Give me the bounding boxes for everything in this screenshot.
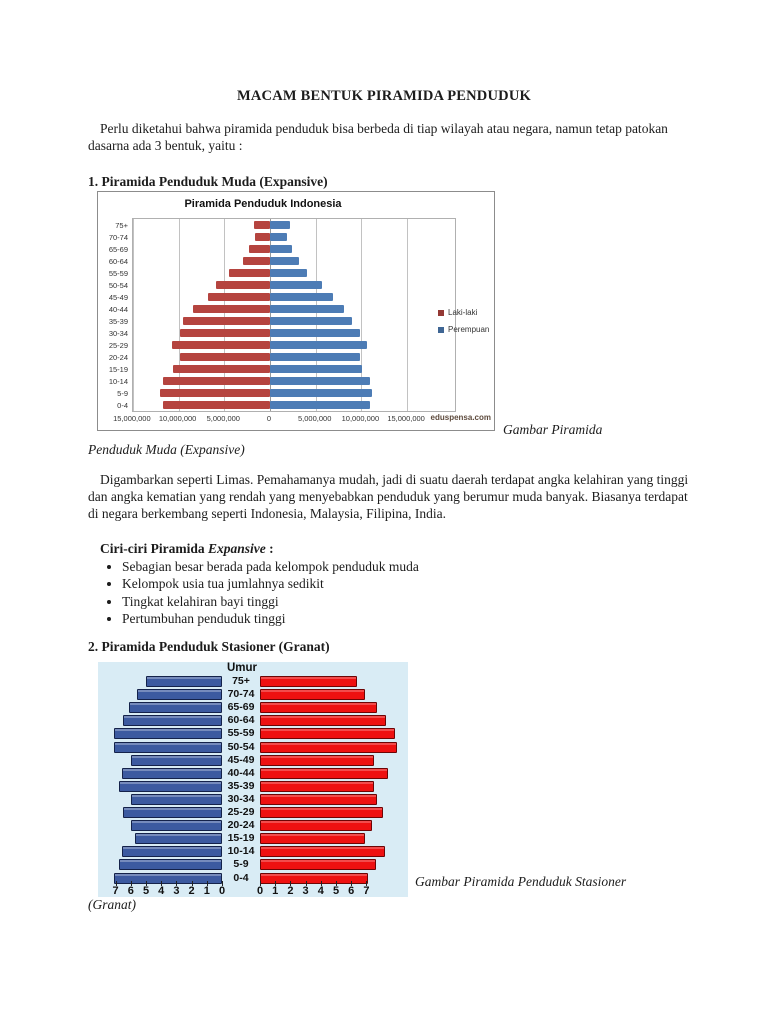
chart2-bar-right (260, 846, 385, 857)
chart2-bar-left (137, 689, 222, 700)
chart1-x-tick: 15,000,000 (113, 414, 151, 423)
bullet-item: • Tingkat kelahiran bayi tinggi (122, 593, 702, 610)
chart2-age-label: 0-4 (233, 871, 249, 884)
ciri-heading-prefix: Ciri-ciri Piramida (100, 541, 208, 556)
chart2-bar-left (122, 846, 222, 857)
chart2-bar-left (131, 820, 222, 831)
bullet-item: • Kelompok usia tua jumlahnya sedikit (122, 575, 702, 592)
chart2-bar-right (260, 676, 357, 687)
chart1-age-label: 5-9 (117, 389, 128, 398)
chart1-x-tick: 10,000,000 (341, 414, 380, 423)
legend-label: Laki-laki (448, 308, 478, 317)
chart1-plot-area (132, 218, 456, 412)
chart1-age-label: 10-14 (108, 377, 128, 386)
chart1-x-tick: 5,000,000 (298, 414, 332, 423)
chart2-bar-right (260, 833, 365, 844)
chart1-x-tick: 10,000,000 (158, 414, 197, 423)
chart2-bar-right (260, 820, 372, 831)
chart2-axis-digit: 1 (272, 885, 279, 897)
chart2-axis-digit: 3 (302, 885, 309, 897)
chart1-bar-perempuan (270, 245, 292, 253)
gridline (407, 219, 408, 411)
legend-swatch (438, 327, 444, 333)
chart1-caption-line2: Penduduk Muda (Expansive) (88, 442, 245, 457)
chart1-age-label: 35-39 (108, 317, 128, 326)
chart1-bar-laki-laki (243, 257, 270, 265)
watermark-text: eduspensa.com (430, 413, 491, 422)
chart2-bar-left (123, 807, 222, 818)
chart1-age-label: 65-69 (108, 245, 128, 254)
chart2-caption-line1: Gambar Piramida Penduduk Stasioner (415, 874, 627, 889)
chart1-age-label: 60-64 (108, 257, 128, 266)
chart1-bar-laki-laki (160, 389, 270, 397)
chart1-bar-perempuan (270, 377, 370, 385)
chart2-axis-digit: 5 (332, 885, 340, 897)
chart2-axis-digit: 0 (218, 885, 226, 897)
chart1-age-label: 50-54 (108, 281, 128, 290)
chart1-x-tick: 0 (266, 414, 272, 423)
intro-paragraph: Perlu diketahui bahwa piramida penduduk bisa berbeda di tiap wilayah atau negara, namun tetap patokan dasarna ada 3 bentuk, yaitu : (88, 121, 668, 154)
chart1-age-label: 45-49 (108, 293, 128, 302)
chart1-bar-laki-laki (216, 281, 270, 289)
chart2-axis-digit: 3 (173, 885, 180, 897)
chart1-bar-perempuan (270, 257, 299, 265)
chart2-age-label: 65-69 (227, 701, 255, 714)
chart1-age-label: 15-19 (108, 365, 128, 374)
legend-label: Perempuan (448, 325, 490, 334)
chart1-bar-perempuan (270, 269, 307, 277)
chart1-title: Piramida Penduduk Indonesia (184, 198, 342, 210)
chart2-caption-line2: (Granat) (88, 897, 136, 912)
ciri-heading-suffix: : (265, 541, 274, 556)
chart2-bar-right (260, 859, 376, 870)
chart1-bar-laki-laki (249, 245, 270, 253)
chart2-axis-digit: 1 (203, 885, 210, 897)
chart1-bar-laki-laki (172, 341, 270, 349)
chart2-age-label: 35-39 (227, 779, 255, 792)
chart1-legend (438, 304, 489, 338)
chart2-bar-right (260, 768, 388, 779)
chart1-bar-perempuan (270, 353, 360, 361)
chart1-bar-perempuan (270, 401, 370, 409)
chart1-bar-laki-laki (229, 269, 270, 277)
chart2-bar-right (260, 702, 377, 713)
bullet-item: • Pertumbuhan penduduk tinggi (122, 610, 702, 627)
chart1-bar-perempuan (270, 365, 362, 373)
chart1-bar-laki-laki (183, 317, 270, 325)
chart2-bar-left (123, 715, 222, 726)
chart2-age-label: 60-64 (227, 714, 255, 727)
population-pyramid-indonesia-chart (97, 191, 495, 431)
chart1-bar-perempuan (270, 329, 360, 337)
chart2-age-label: 75+ (232, 675, 250, 687)
chart2-axis-digit: 5 (142, 885, 150, 897)
chart1-bar-laki-laki (163, 377, 270, 385)
chart1-x-tick: 5,000,000 (206, 414, 240, 423)
chart1-bar-laki-laki (208, 293, 270, 301)
page-title: MACAM BENTUK PIRAMIDA PENDUDUK (237, 88, 531, 104)
chart2-bar-left (131, 794, 222, 805)
chart1-bar-perempuan (270, 281, 322, 289)
chart2-bar-right (260, 742, 397, 753)
chart2-bar-right (260, 728, 395, 739)
chart2-age-label: 55-59 (227, 727, 255, 740)
chart1-bar-laki-laki (180, 353, 270, 361)
chart1-bar-laki-laki (193, 305, 270, 313)
chart2-age-label: 30-34 (227, 792, 255, 805)
chart2-age-label: 10-14 (227, 845, 255, 858)
chart2-age-label: 45-49 (227, 753, 255, 766)
chart2-bar-left (146, 676, 222, 687)
section1-heading: 1. Piramida Penduduk Muda (Expansive) (88, 174, 328, 189)
chart1-bar-perempuan (270, 389, 372, 397)
chart2-axis-digit: 2 (188, 885, 195, 897)
chart1-bar-laki-laki (180, 329, 270, 337)
chart1-bar-perempuan (270, 317, 352, 325)
chart2-axis-digit: 6 (127, 885, 134, 897)
chart1-age-label: 20-24 (108, 353, 128, 362)
chart2-age-label: 5-9 (233, 858, 249, 871)
section1-body: Digambarkan seperti Limas. Pemahamanya mudah, jadi di suatu daerah terdapat angka kelahiran yang tinggi dan angka kematian yang rendah yang menyebabkan penduduk yang berumur muda banyak. Biasanya terdapat di negara berkembang seperti Indonesia, Malaysia, Filipina, India. (88, 472, 689, 522)
chart1-bar-laki-laki (173, 365, 270, 373)
chart2-bar-left (131, 755, 222, 766)
chart2-bar-left (119, 859, 222, 870)
section2-heading: 2. Piramida Penduduk Stasioner (Granat) (88, 639, 330, 654)
chart2-age-label: 20-24 (227, 819, 255, 832)
chart2-age-label: 15-19 (227, 832, 255, 845)
chart2-axis-digit: 4 (158, 885, 165, 897)
chart2-center-header: Umur (226, 662, 258, 674)
chart1-bar-perempuan (270, 221, 290, 229)
chart1-age-label: 55-59 (108, 269, 128, 278)
chart2-bar-left (114, 728, 222, 739)
chart1-caption-line1: Gambar Piramida (503, 422, 603, 437)
chart2-axis-digit: 7 (112, 885, 119, 897)
ciri-heading-italic: Expansive (207, 541, 266, 556)
legend-entry (438, 304, 489, 321)
chart1-bar-laki-laki (254, 221, 270, 229)
chart2-bar-left (129, 702, 222, 713)
chart2-bar-right (260, 755, 374, 766)
chart1-bar-perempuan (270, 233, 287, 241)
chart2-bar-right (260, 794, 377, 805)
chart1-bar-laki-laki (255, 233, 270, 241)
chart1-age-label: 75+ (115, 221, 128, 230)
chart2-axis-digit: 0 (256, 885, 264, 897)
chart1-bar-perempuan (270, 293, 333, 301)
chart2-bar-right (260, 715, 386, 726)
population-pyramid-granat-chart (98, 662, 408, 897)
chart1-age-label: 30-34 (108, 329, 128, 338)
chart2-axis-digit: 4 (317, 885, 324, 897)
chart2-bar-right (260, 807, 383, 818)
chart2-axis-digit: 2 (287, 885, 294, 897)
gridline (133, 219, 134, 411)
chart2-bar-left (135, 833, 222, 844)
chart2-age-label: 25-29 (227, 806, 255, 818)
legend-entry (438, 321, 489, 338)
chart2-axis-digit: 7 (363, 885, 370, 897)
chart1-bar-perempuan (270, 341, 367, 349)
chart2-axis-digit: 6 (348, 885, 355, 897)
legend-swatch (438, 310, 444, 316)
chart2-bar-left (122, 768, 222, 779)
chart2-age-label: 50-54 (227, 740, 255, 753)
chart2-bar-left (114, 742, 222, 753)
chart1-age-label: 40-44 (108, 305, 128, 314)
chart2-bar-right (260, 781, 374, 792)
chart2-age-label: 70-74 (227, 688, 255, 701)
chart1-bar-laki-laki (163, 401, 270, 409)
ciri-bullet-list (88, 558, 702, 627)
chart2-age-label: 40-44 (227, 766, 255, 779)
chart2-bar-left (119, 781, 222, 792)
chart1-age-label: 25-29 (108, 341, 128, 350)
chart2-bar-right (260, 689, 365, 700)
chart1-age-label: 0-4 (117, 401, 128, 410)
ciri-heading (100, 541, 274, 557)
chart1-x-tick: 15,000,000 (387, 414, 425, 423)
chart1-bar-perempuan (270, 305, 344, 313)
bullet-item: • Sebagian besar berada pada kelompok penduduk muda (122, 558, 702, 575)
chart1-age-label: 70-74 (108, 233, 128, 242)
